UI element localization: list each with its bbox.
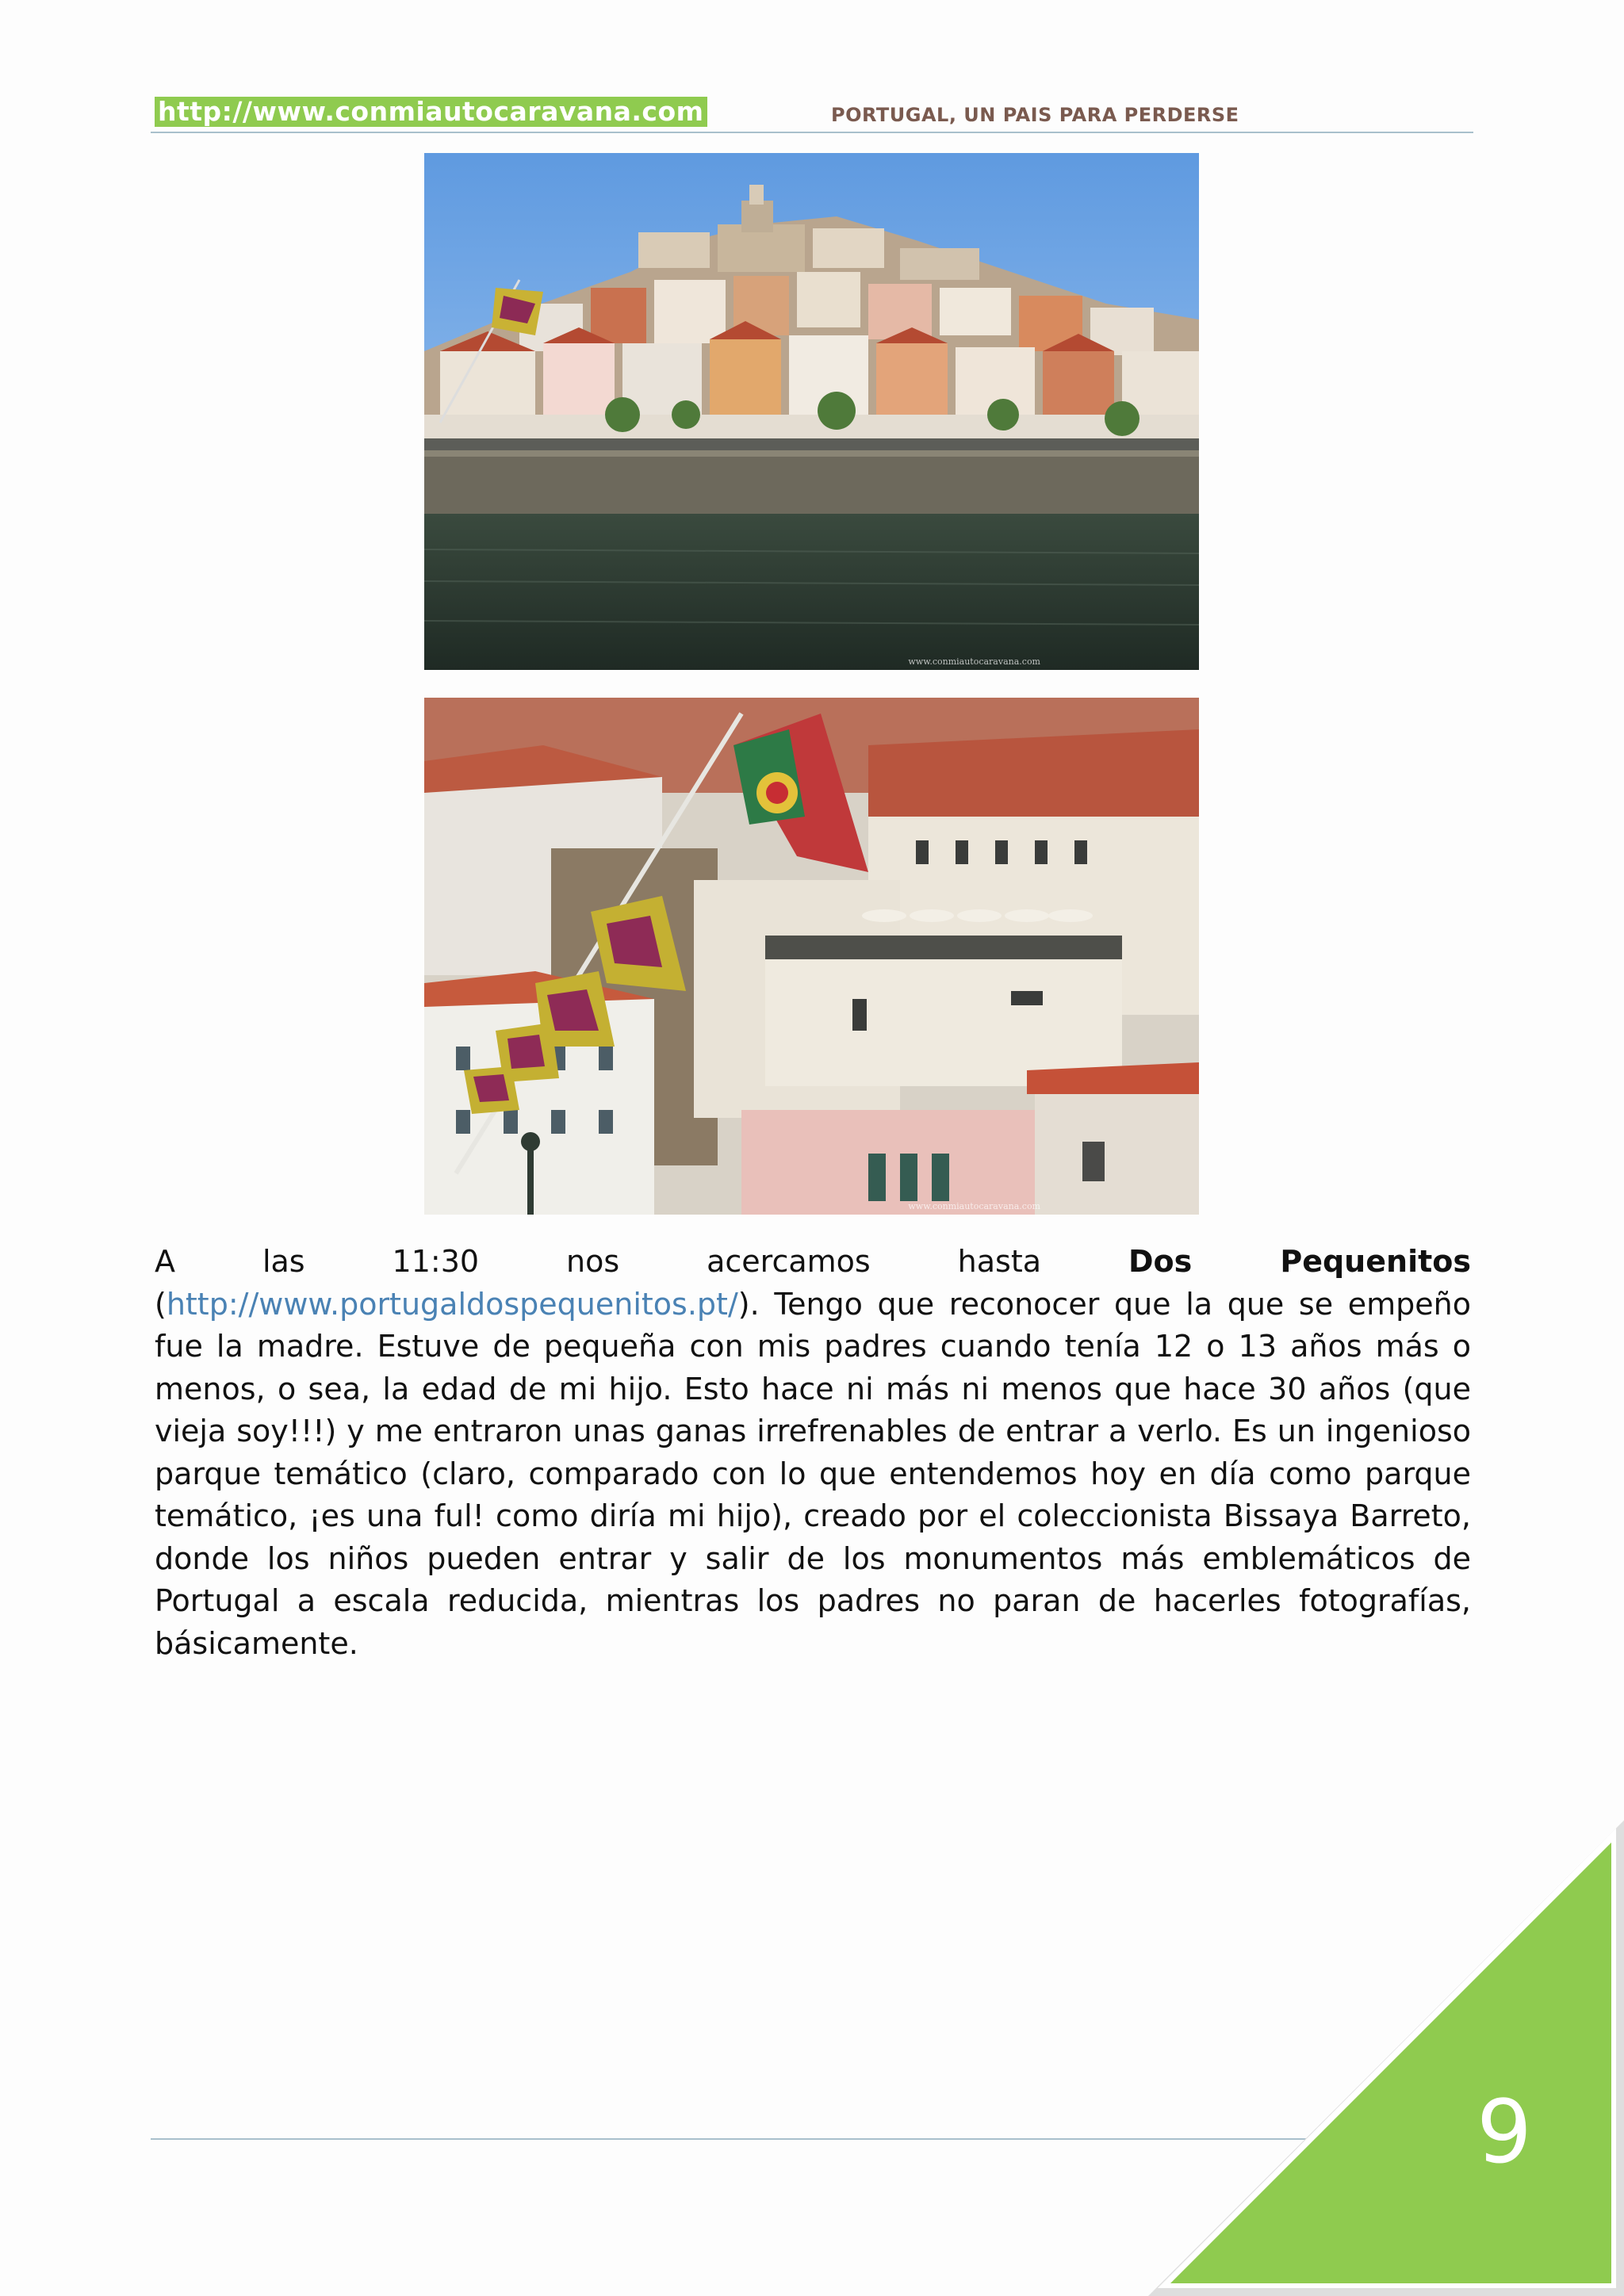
header-title: PORTUGAL, UN PAIS PARA PERDERSE — [831, 104, 1239, 126]
coimbra-flags-image — [424, 698, 1199, 1215]
body-paragraph — [155, 1241, 1471, 1665]
coimbra-hillside-image — [424, 153, 1199, 670]
park-name: Dos Pequenitos — [1128, 1244, 1471, 1279]
header-divider — [151, 132, 1473, 133]
page-number: 9 — [1477, 2081, 1532, 2183]
photo-watermark: www.conmiautocaravana.com — [908, 656, 1040, 667]
header-url[interactable]: http://www.conmiautocaravana.com — [155, 97, 707, 127]
page-corner-triangle — [1148, 1820, 1624, 2296]
paragraph-lead: A las 11:30 nos acercamos hasta — [155, 1244, 1128, 1279]
coimbra-hillside-photo — [424, 153, 1199, 670]
park-link[interactable]: http://www.portugaldospequenitos.pt/ — [166, 1286, 738, 1322]
paren-open: ( — [155, 1286, 167, 1322]
paragraph-rest: ). Tengo que reconocer que la que se empeño fue la madre. Estuve de pequeña con mis padres cuando tenía 12 o 13 años más o menos, o sea, la edad de mi hijo. Esto hace ni más ni menos que hace 30 años (que vieja soy!!!) y me entraron unas ganas irrefrenables de entrar a verlo. Es un ingenioso parque temático (claro, comparado con lo que entendemos hoy en día como parque temático, ¡es una ful! como diría mi hijo), creado por el coleccionista Bissaya Barreto, donde los niños pueden entrar y salir de los monumentos más emblemáticos de Portugal a escala reducida, mientras los padres no paran de hacerles fotografías, básicamente. — [155, 1286, 1471, 1661]
coimbra-flags-photo — [424, 698, 1199, 1215]
photo-watermark: www.conmiautocaravana.com — [908, 1201, 1040, 1211]
